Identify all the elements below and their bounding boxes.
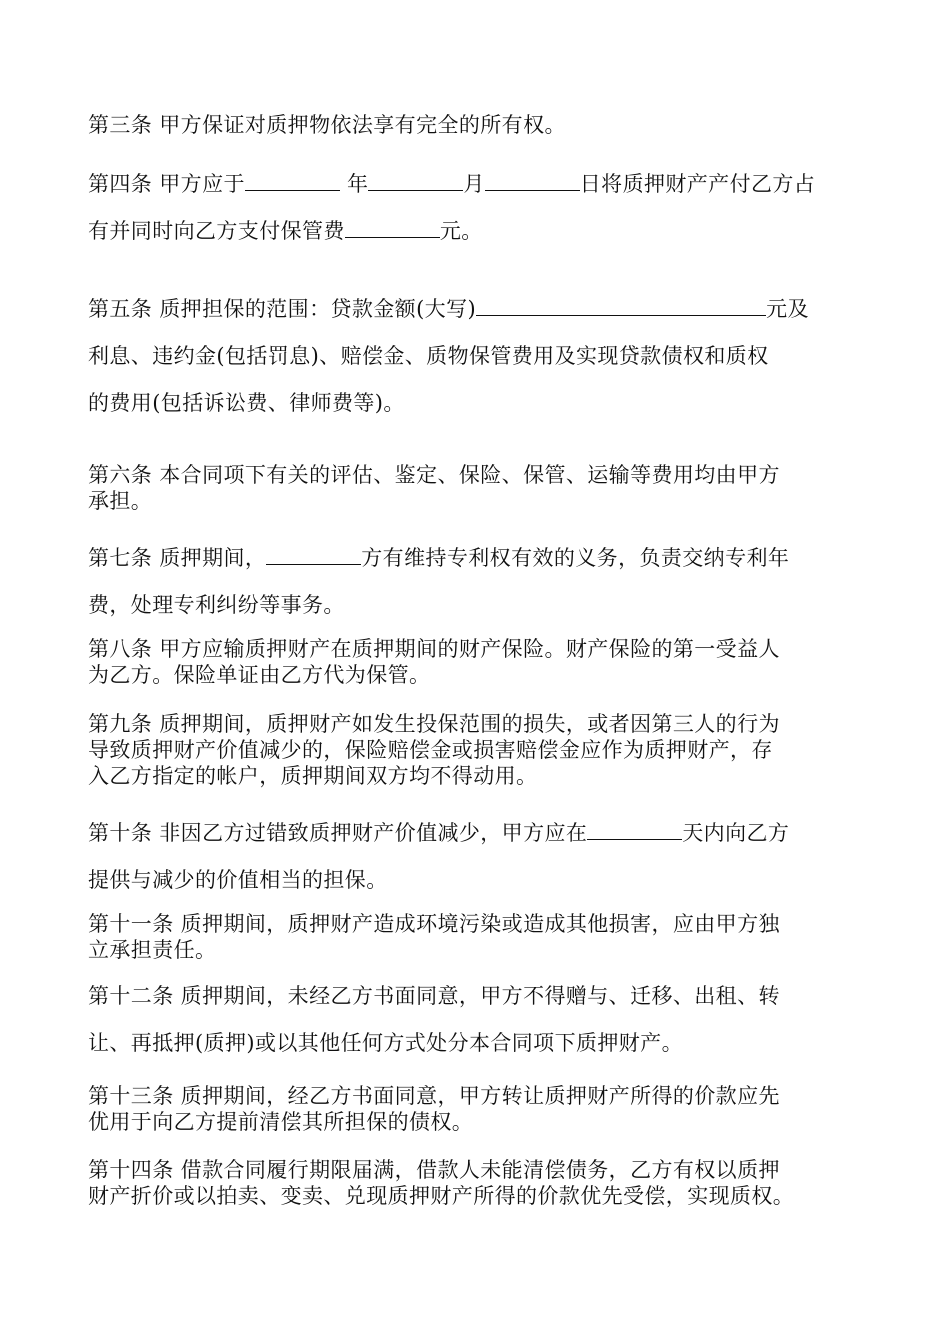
article-5-line-3: 的费用(包括诉讼费、律师费等)。 [88,391,405,415]
article-10-line-2: 提供与减少的价值相当的担保。 [88,868,388,892]
article-5-text-a: 第五条 质押担保的范围：贷款金额(大写) [88,297,477,321]
article-8-line-2: 为乙方。保险单证由乙方代为保管。 [88,663,431,687]
article-11 [88,911,863,963]
article-4 [88,161,863,255]
article-7-text-b: 方有维持专利权有效的义务，负责交纳专利年 [361,546,790,570]
article-7-text-a: 第七条 质押期间， [88,546,267,570]
article-5-line-1 [88,286,863,333]
article-9-line-2: 导致质押财产价值减少的，保险赔偿金或损害赔偿金应作为质押财产，存 [88,738,773,762]
article-4-text-e: 有并同时向乙方支付保管费 [88,219,345,243]
article-8-line-1: 第八条 甲方应输质押财产在质押期间的财产保险。财产保险的第一受益人 [88,637,780,661]
article-6-line-1: 第六条 本合同项下有关的评估、鉴定、保险、保管、运输等费用均由甲方 [88,463,780,487]
blank-field-loan-amount[interactable] [476,297,766,316]
article-6 [88,462,863,514]
article-12 [88,973,863,1067]
article-11-line-2: 立承担责任。 [88,938,217,962]
article-7-line-1 [88,535,863,582]
blank-field-year[interactable] [245,172,340,191]
article-13-line-1: 第十三条 质押期间，经乙方书面同意，甲方转让质押财产所得的价款应先 [88,1084,780,1108]
article-10-text-b: 天内向乙方 [682,821,790,845]
blank-field-party[interactable] [266,546,361,565]
blank-field-days[interactable] [587,821,682,840]
blank-field-day[interactable] [485,172,580,191]
article-4-text-c: 月 [463,172,485,196]
article-12-line-2: 让、再抵押(质押)或以其他任何方式处分本合同项下质押财产。 [88,1031,683,1055]
article-6-line-2: 承担。 [88,489,153,513]
article-8 [88,636,863,688]
article-7 [88,535,863,629]
article-13 [88,1083,863,1135]
article-12-line-1: 第十二条 质押期间，未经乙方书面同意，甲方不得赠与、迁移、出租、转 [88,984,780,1008]
article-5-text-b: 元及 [766,297,809,321]
article-3-line-1: 第三条 甲方保证对质押物依法享有完全的所有权。 [88,113,566,137]
article-14-line-2: 财产折价或以拍卖、变卖、兑现质押财产所得的价款优先受偿，实现质权。 [88,1184,795,1208]
article-4-line-1 [88,161,863,208]
article-10-text-a: 第十条 非因乙方过错致质押财产价值减少，甲方应在 [88,821,588,845]
article-9-line-1: 第九条 质押期间，质押财产如发生投保范围的损失，或者因第三人的行为 [88,712,780,736]
article-10 [88,810,863,904]
blank-field-storage-fee[interactable] [345,219,440,238]
article-4-text-d: 日将质押财产产付乙方占 [579,172,816,196]
blank-field-month[interactable] [368,172,463,191]
article-13-line-2: 优用于向乙方提前清偿其所担保的债权。 [88,1110,474,1134]
article-5-line-2: 利息、违约金(包括罚息)、赔偿金、质物保管费用及实现贷款债权和质权 [88,344,769,368]
article-4-text-b: 年 [339,172,369,196]
article-5 [88,286,863,427]
article-4-text-a: 第四条 甲方应于 [88,172,245,196]
article-10-line-1 [88,810,863,857]
article-14 [88,1157,863,1209]
article-4-line-2 [88,208,863,255]
article-7-line-2: 费，处理专利纠纷等事务。 [88,593,345,617]
article-4-text-f: 元。 [439,219,483,243]
article-11-line-1: 第十一条 质押期间，质押财产造成环境污染或造成其他损害，应由甲方独 [88,912,780,936]
article-3 [88,102,863,149]
article-9 [88,711,863,789]
article-9-line-3: 入乙方指定的帐户，质押期间双方均不得动用。 [88,764,538,788]
article-14-line-1: 第十四条 借款合同履行期限届满，借款人未能清偿债务，乙方有权以质押 [88,1158,780,1182]
